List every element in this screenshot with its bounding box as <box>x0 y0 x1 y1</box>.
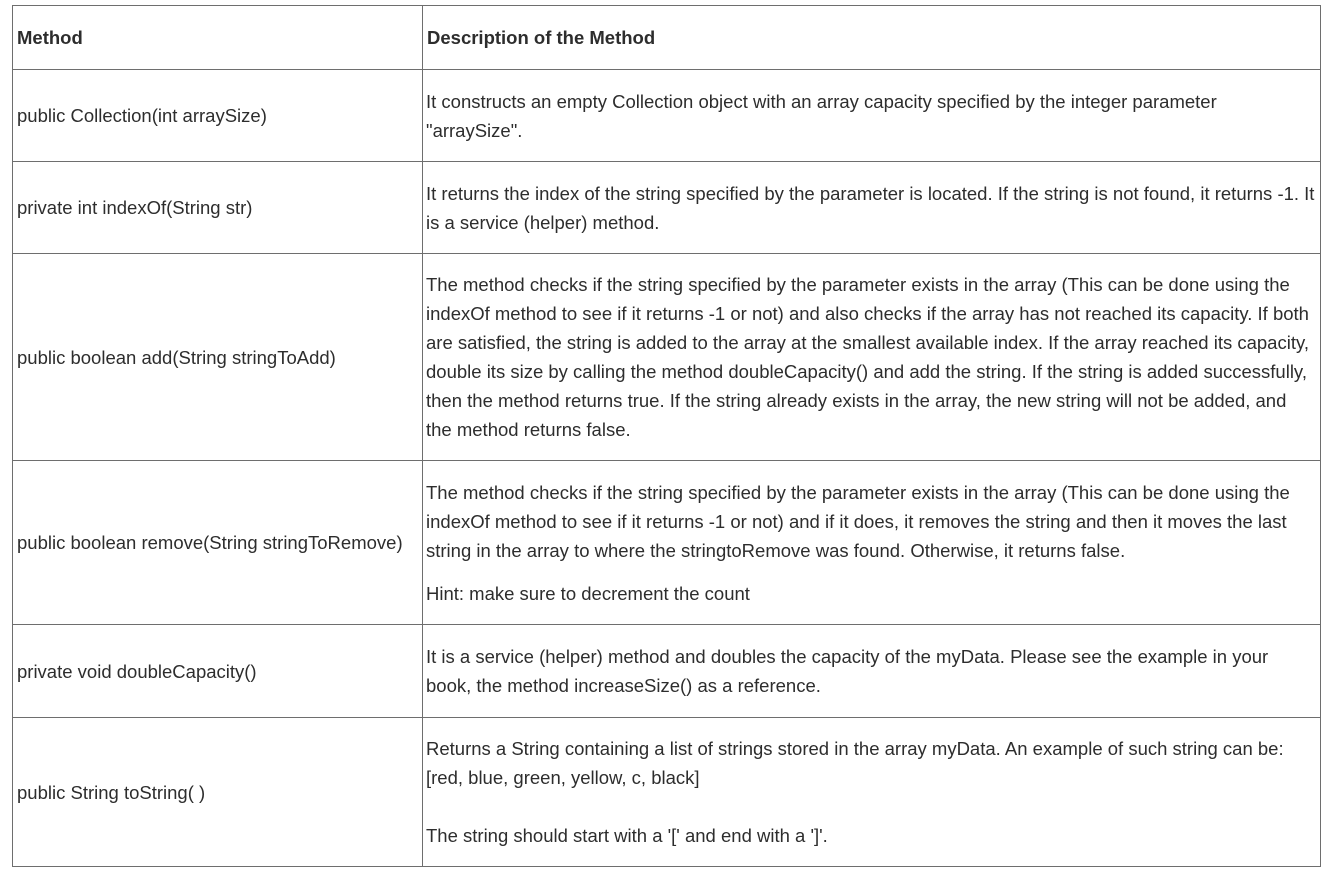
method-description <box>423 162 1321 254</box>
table-row <box>13 625 1321 718</box>
method-name: public String toString( ) <box>13 718 423 867</box>
method-description <box>423 70 1321 162</box>
description-note: The string should start with a '[' and end with a ']'. <box>426 825 828 846</box>
description-text: Returns a String containing a list of strings stored in the array myData. An example of such string can be: [red, blue, green, yellow, c, black] <box>426 738 1284 788</box>
method-name: public boolean add(String stringToAdd) <box>13 254 423 461</box>
method-name: private void doubleCapacity() <box>13 625 423 718</box>
header-description: Description of the Method <box>423 6 1321 70</box>
methods-table <box>12 5 1321 867</box>
method-name: private int indexOf(String str) <box>13 162 423 254</box>
header-method: Method <box>13 6 423 70</box>
description-text: It is a service (helper) method and doubles the capacity of the myData. Please see the example in your book, the method increaseSize() as a reference. <box>426 646 1269 696</box>
table-row <box>13 718 1321 867</box>
header-row <box>13 6 1321 70</box>
table-row <box>13 254 1321 461</box>
table-row <box>13 461 1321 625</box>
method-description <box>423 625 1321 718</box>
method-description <box>423 718 1321 867</box>
method-name: public boolean remove(String stringToRemove) <box>13 461 423 625</box>
description-text: It constructs an empty Collection object with an array capacity specified by the integer parameter "arraySize". <box>426 90 1217 141</box>
description-text: The method checks if the string specified by the parameter exists in the array (This can be done using the indexOf method to see if it returns -1 or not) and also checks if the array has not reached its capacity. If both are satisfied, the string is added to the array at the smallest available index. If the array reached its capacity, double its size by calling the method doubleCapacity() and add the string. If the string is added successfully, then the method returns true. If the string already exists in the array, the new string will not be added, and the method returns false. <box>426 274 1309 440</box>
description-text: It returns the index of the string specified by the parameter is located. If the string is not found, it returns -1. It is a service (helper) method. <box>426 182 1315 233</box>
method-description <box>423 254 1321 461</box>
hint-text: Hint: make sure to decrement the count <box>426 582 750 604</box>
description-text: The method checks if the string specified by the parameter exists in the array (This can be done using the indexOf method to see if it returns -1 or not) and if it does, it removes the string and then it moves the last string in the array to where the stringtoRemove was found. Otherwise, it returns false. <box>426 481 1290 561</box>
method-name: public Collection(int arraySize) <box>13 70 423 162</box>
table-row <box>13 162 1321 254</box>
table-row <box>13 70 1321 162</box>
method-description <box>423 461 1321 625</box>
